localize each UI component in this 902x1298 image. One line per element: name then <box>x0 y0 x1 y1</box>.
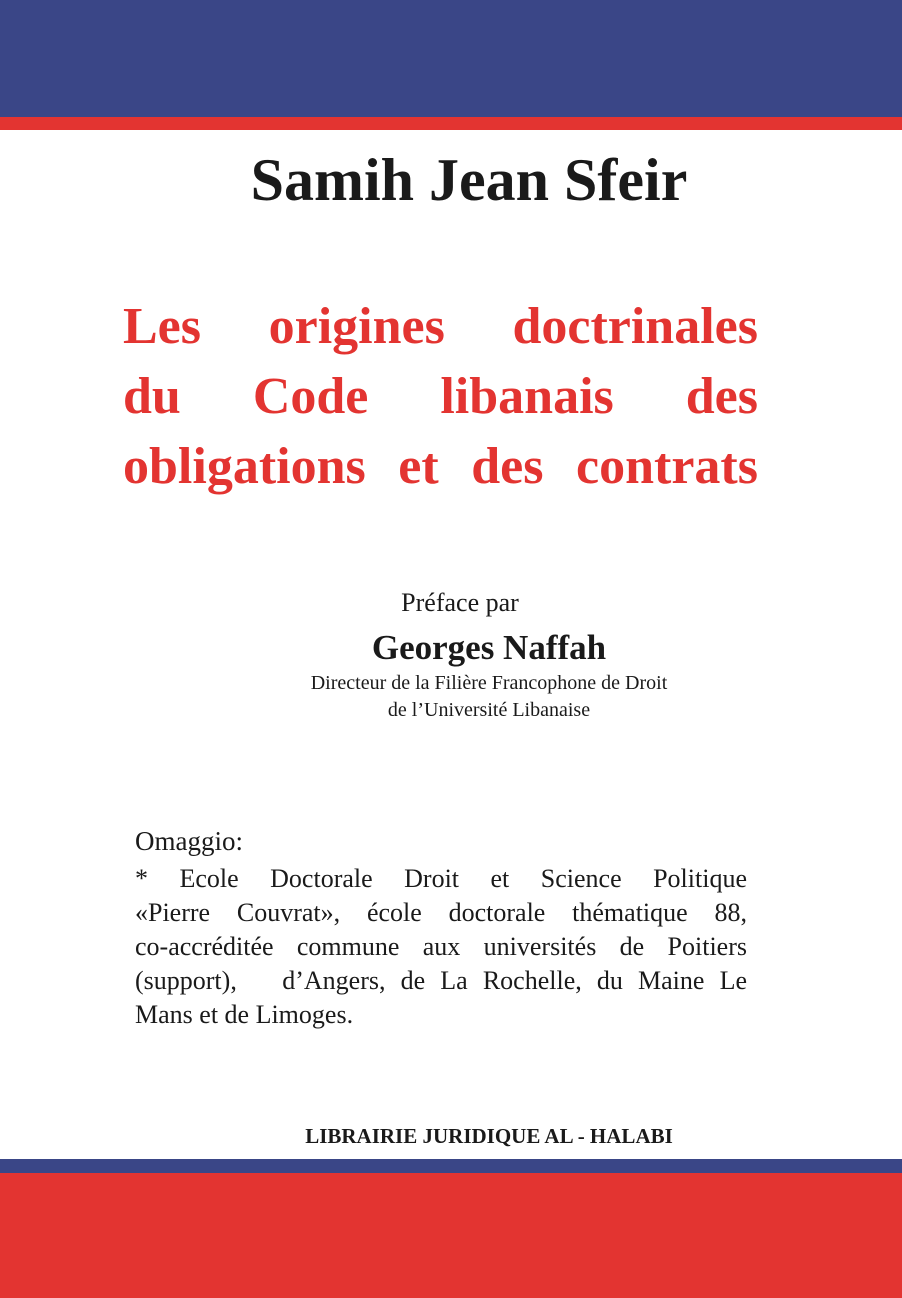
omaggio-line-1: * Ecole Doctorale Droit et Science Politique <box>135 864 747 893</box>
title-line-3: obligations et des contrats <box>123 438 758 495</box>
author-name: Samih Jean Sfeir <box>250 147 688 213</box>
omaggio-heading: Omaggio: <box>135 826 243 856</box>
preface-author-role-line-1: Directeur de la Filière Francophone de Droit <box>310 672 668 694</box>
bottom-red-band <box>0 1173 902 1298</box>
title-line-1: Les origines doctrinales <box>123 298 758 355</box>
omaggio-line-5: Mans et de Limoges. <box>135 1000 354 1029</box>
omaggio-line-2: «Pierre Couvrat», école doctorale thématique 88, <box>135 898 747 927</box>
top-red-stripe <box>0 117 902 130</box>
preface-author-name: Georges Naffah <box>371 628 607 667</box>
omaggio-body <box>135 862 747 1032</box>
bottom-blue-stripe <box>0 1159 902 1173</box>
omaggio-line-3: co-accréditée commune aux universités de Poitiers <box>135 932 747 961</box>
preface-author-role-line-2: de l’Université Libanaise <box>387 699 591 721</box>
preface-label: Préface par <box>401 588 519 617</box>
publisher-name: LIBRAIRIE JURIDIQUE AL - HALABI <box>305 1124 673 1148</box>
book-title <box>123 292 758 502</box>
title-line-2: du Code libanais des <box>123 368 758 425</box>
omaggio-line-4: (support), d’Angers, de La Rochelle, du Maine Le <box>135 966 747 995</box>
top-blue-band <box>0 0 902 117</box>
